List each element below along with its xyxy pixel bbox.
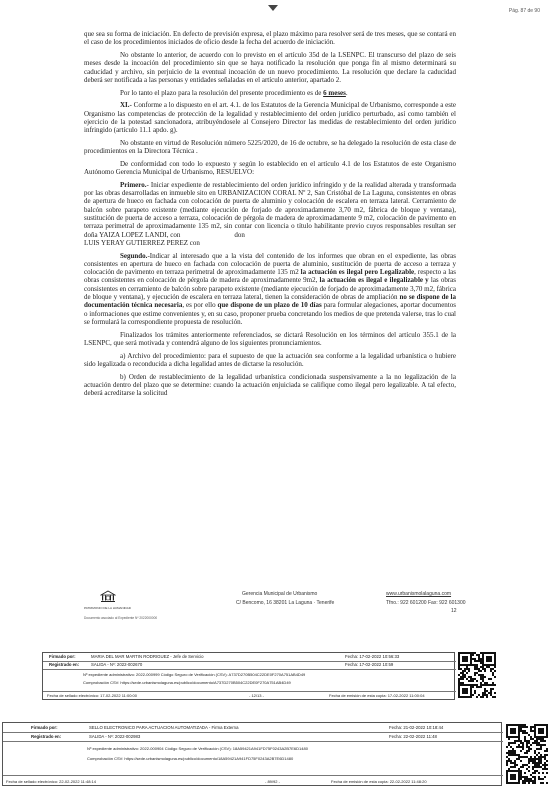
registry-label: Registrado en:	[31, 734, 62, 739]
document-code: Documento asociado al Expediente Nº 2022000000	[84, 616, 158, 620]
registry-number: SALIDA - Nº: 2022-002983	[89, 734, 141, 739]
copy-page: - 89/92 -	[265, 779, 280, 784]
registry-row	[43, 661, 456, 670]
seal-date: Fecha de sellado electrónico: 22-02-2022 11:48:14	[6, 779, 96, 784]
footer-page-number: 12	[451, 608, 457, 614]
copy-issue-date: Fecha de emisión de esta copia: 17-02-2022 11:00:04	[329, 693, 425, 698]
expediente-csv: Nº expediente administrativo: 2022-000904 Código Seguro de Verificación (CSV): 18A59421A941FD75F0243A2B7E6D1480	[87, 746, 308, 751]
paragraph-segundo	[84, 252, 456, 327]
primero-label: Primero.	[120, 180, 147, 189]
segundo-text-c: , respecto a las obras consistentes en colocación de pérgola de madera de aproximadamente 9m2,	[84, 268, 456, 285]
segundo-text-i: para formular alegaciones, aportar documentos o informaciones que estime convenientes y, en su caso, proponer prueba concretando los medios de que pretenda valerse, tras lo cual se formulará la correspondiente propuesta de resolución.	[84, 301, 456, 326]
paragraph-finalizados: Finalizados los trámites anteriormente referenciados, se dictará Resolución en los términos del artículo 355.1 de la LSENPC, que será motivada y contendrá alguno de los siguientes pronunciamientos.	[84, 330, 456, 347]
primero-name: LUIS YERAY GUTIERREZ PEREZ con	[84, 238, 200, 247]
signed-date: Fecha: 17-02-2022 10:56:33	[345, 654, 400, 659]
copy-page: - 12/13 -	[249, 693, 264, 698]
registry-label: Registrado en:	[49, 662, 80, 667]
paragraph-delegacion: No obstante en virtud de Resolución número 5225/2020, de 16 de octubre, se ha delegado la resolución de esta clase de procedimientos en la Directora Técnica .	[84, 138, 456, 156]
signer-label: Firmado por:	[31, 725, 58, 730]
signer-name: SELLO ELECTRONICO PARA ACTUACION AUTOMATIZADA - Firma Externa	[89, 725, 239, 730]
paragraph-caducidad: No obstante lo anterior, de acuerdo con lo previsto en el artículo 35d de la LSENPC. El transcurso del plazo de seis meses desde la incoación del procedimiento sin que se haya notificado la resolución que ponga fin al mismo determinará su caducidad y archivo, sin perjuicio de la eventual incoación de un nuevo procedimiento. La resolución que declare la caducidad deberá ser notificada a las personas y entidades señaladas en el artículo anterior, apartado 2.	[84, 50, 456, 84]
signature-box-1	[10, 652, 498, 708]
registry-date: Fecha: 22-02-2022 11:48	[389, 734, 437, 739]
registry-number: SALIDA - Nº: 2022-002670	[91, 662, 143, 667]
signer-name: MARIA DEL MAR MARTIN RODRIGUEZ - Jefe de Servicio	[91, 654, 204, 659]
primero-tail: don	[234, 230, 245, 239]
unesco-logo	[84, 590, 131, 614]
logo-caption: PATRIMONIO DE LA HUMANIDAD	[84, 606, 131, 610]
segundo-bold-plazo: que dispone de un plazo de 10 días	[217, 301, 322, 310]
segundo-text-e: las obras consistentes en cerramiento de balcón sobre parapeto existente (mediante ejecución de forjado de aproximadamente 3,70 m2, fábrica de bloque y ventana), y ejecución de escalera en terraza lateral, tienen la consideración de obras de ampliación	[84, 276, 457, 302]
paragraph-primero	[84, 181, 456, 247]
segundo-text-a: -Indicar al interesado que a la vista del contenido de los informes que obran en el expediente, las obras consistentes en apertura de hueco en fachada con colocación de puerta de aluminio, sustitución de puerta de acceso a terraza y colocación de pavimento en terraza perimetral de aproximadamente 135 m2	[84, 251, 456, 277]
seal-date: Fecha de sellado electrónico: 17-02-2022 11:00:00	[47, 693, 137, 698]
document-footer	[84, 588, 466, 624]
copy-issue-date: Fecha de emisión de esta copia: 22-02-2022 11:48:20	[331, 779, 427, 784]
signer-label: Firmado por:	[49, 654, 76, 659]
document-body	[84, 30, 456, 402]
plazo-text: Por lo tanto el plazo para la resolución del presente procedimiento es de	[120, 88, 324, 97]
organization-name: Gerencia Municipal de Urbanismo	[242, 591, 318, 597]
signed-date: Fecha: 21-02-2022 10:18:44	[389, 725, 444, 730]
qr-code-1	[458, 652, 496, 698]
paragraph-archivo: a) Archivo del procedimiento: para el supuesto de que la actuación sea conforme a la legalidad urbanística o hubiere sido legalizada o reconducida a dicha legalidad antes de dictarse la resolución.	[84, 351, 456, 368]
csv-check-link[interactable]: Comprobación CSV: https://sede.urbanismolaguna.es/publico/documento/A737D270B504C22DE0F270A751AB4D49	[83, 680, 291, 685]
registry-row	[3, 732, 503, 742]
segundo-bold-legalizable: la actuación es ilegal pero Legalizable	[300, 268, 415, 277]
qr-code-2	[506, 724, 548, 784]
signature-box-2	[2, 722, 550, 788]
paragraph-orden: b) Orden de restablecimiento de la legalidad urbanística condicionada suspensivamente a la no legalización de la actuación dentro del plazo que se determine: cuando la actuación enjuiciada se califique como ilegal pero legalizable. A tal efecto, deberá acreditarse la solicitud	[84, 372, 456, 398]
stamp-row	[43, 691, 456, 700]
paragraph-xi	[84, 101, 456, 134]
section-number: XI.-	[120, 101, 132, 110]
section-text: Conforme a lo dispuesto en el art. 4.1. de los Estatutos de la Gerencia Municipal de Urbanismo, corresponde a este Organismo las competencias de protección de la legalidad y restablecimiento del orden jurídico perturbado, así como también el ejercicio de la potestad sancionadora, atribuyéndosele al Consejero Director las medidas de restablecimiento del orden jurídico infringido (artículo 11.1 apdo. g).	[84, 101, 456, 135]
registry-date: Fecha: 17-02-2022 10:59	[345, 662, 394, 667]
stamp-row	[3, 775, 503, 787]
csv-check-link[interactable]: Comprobación CSV: https://sede.urbanismolaguna.es/publico/documento/18A59421A941FD75F0243A2B7E6D1480	[87, 756, 294, 761]
segundo-text-g: , es por ello	[182, 301, 218, 310]
segundo-bold-documentacion: no se dispone de la documentación técnica necesaria	[84, 293, 456, 310]
paragraph-plazo: que sea su forma de iniciación. En defecto de previsión expresa, el plazo máximo para resolver será de tres meses, que se contará en el caso de los procedimientos iniciados de oficio desde la fecha del acuerdo de iniciación.	[84, 30, 456, 47]
organization-address: C/ Bencomo, 16 38201 La Laguna · Tenerife	[236, 600, 335, 606]
primero-text: - Iniciar expediente de restablecimiento del orden jurídico infringido y de la realidad alterada y transformada por las obras desarrolladas en inmueble sito en URBANIZACION CORAL Nº 2, San Cristóbal de La Laguna, consistentes en obras de apertura de hueco en fachada con colocación de puerta de aluminio y colocación de escalera en terraza lateral. Cerramiento de balcón sobre parapeto existente (mediante ejecución de forjado de aproximadamente 3,70 m2, fábrica de bloque y ventana), sustitución de puerta de acceso a terraza, colocación de pérgola de madera de aproximadamente 9 m2, colocación de pavimento en terraza perimetral de aproximadamente 135 m2, sin contar con licencia o título habilitante previo cuyos responsables resultan ser doña YAIZA LOPEZ LANDI, con	[84, 180, 456, 239]
scroll-up-arrow-icon[interactable]	[268, 5, 278, 11]
page-number: Pág. 87 de 90	[508, 8, 540, 14]
expediente-csv: Nº expediente administrativo: 2022-000999 Código Seguro de Verificación (CSV): A737D270B504C22DE0F270A751AB4D49	[83, 672, 306, 677]
paragraph-plazo-resolucion	[84, 89, 456, 97]
segundo-label: Segundo.	[120, 251, 148, 260]
unesco-temple-icon	[100, 590, 116, 604]
phone-fax: Tfno.: 922 601200 Fax: 922 601300	[386, 600, 466, 606]
plazo-end: .	[345, 88, 348, 97]
page-header	[0, 2, 552, 18]
paragraph-resuelvo: De conformidad con todo lo expuesto y según lo establecido en el artículo 4.1 de los Estatutos de este Organismo Autónomo Gerencia Municipal de Urbanismo, RESUELVO:	[84, 159, 456, 177]
segundo-bold-ilegalizable: la actuación es ilegal e ilegalizable y	[319, 276, 429, 285]
plazo-value: 6 meses	[323, 88, 346, 97]
website-link[interactable]: www.urbanismolalaguna.com	[386, 591, 452, 597]
